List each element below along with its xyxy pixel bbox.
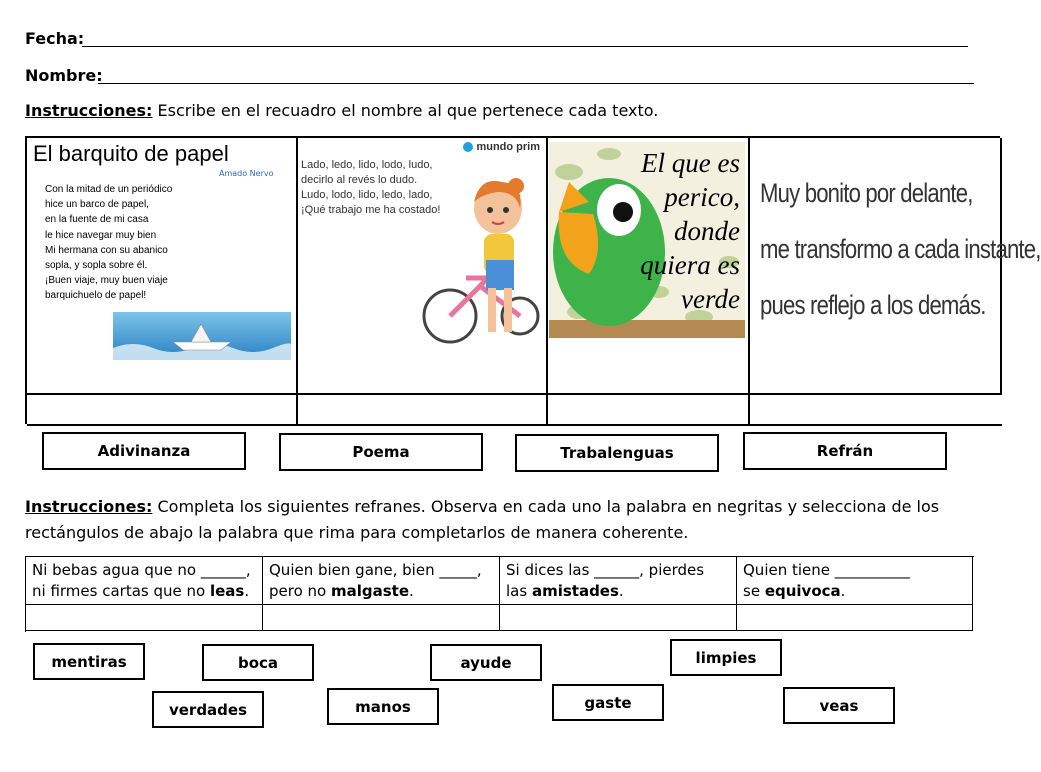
refran-cell-2: Quien bien gane, bien _____, pero no malgaste.	[263, 557, 500, 605]
girl-bicycle-image	[420, 168, 540, 353]
card1-poem: Con la mitad de un periódico hice un barco de papel, en la fuente de mi casa le hice navegar muy bien Mi hermana con su abanico sopla, y sopla sobre él. ¡Buen viaje, muy buen viaje barquichuelo de papel!	[45, 184, 173, 302]
refran-answer-2[interactable]	[263, 605, 500, 631]
refran-answer-4[interactable]	[737, 605, 973, 631]
word-mentiras[interactable]: mentiras	[33, 643, 145, 680]
card-tongue-twister	[298, 138, 548, 395]
type-box-adivinanza[interactable]: Adivinanza	[42, 432, 246, 470]
answer-cell-3[interactable]	[548, 395, 750, 426]
nombre-row	[25, 66, 103, 85]
refranes-table	[25, 556, 974, 632]
answer-cell-2[interactable]	[298, 395, 548, 426]
refran-cell-3: Si dices las ______, pierdes las amistades.	[500, 557, 737, 605]
word-gaste[interactable]: gaste	[552, 684, 664, 721]
nombre-label: Nombre:	[25, 66, 103, 85]
word-veas[interactable]: veas	[783, 687, 895, 724]
nombre-field[interactable]	[98, 83, 974, 84]
refran-cell-1: Ni bebas agua que no ______, ni firmes cartas que no leas.	[26, 557, 263, 605]
type-box-poema[interactable]: Poema	[279, 433, 483, 471]
card2-logo: mundo prim	[463, 141, 540, 153]
card-riddle	[750, 138, 1041, 395]
refran-cell-4: Quien tiene __________ se equivoca.	[737, 557, 973, 605]
instructions-2	[25, 494, 975, 546]
card3-text: El que es perico, donde quiera es verde	[640, 148, 740, 314]
answer-cell-1[interactable]	[27, 395, 298, 426]
instructions-1-label: Instrucciones:	[25, 101, 153, 120]
refran-answer-1[interactable]	[26, 605, 263, 631]
word-limpies[interactable]: limpies	[670, 639, 782, 676]
instructions-2-text-1: Completa los siguientes refranes. Observa en cada uno la palabra en negritas y selecciona de los	[152, 497, 940, 516]
fecha-field[interactable]	[82, 46, 968, 47]
instructions-1	[25, 98, 658, 124]
instructions-2-label: Instrucciones:	[25, 497, 153, 516]
answer-cell-4[interactable]	[750, 395, 1002, 426]
paper-boat-image	[113, 312, 291, 360]
fecha-label: Fecha:	[25, 29, 85, 48]
card-poem	[27, 138, 298, 395]
type-box-trabalenguas[interactable]: Trabalenguas	[515, 434, 719, 472]
logo-dot-icon	[463, 142, 473, 152]
card1-author: Amado Nervo	[219, 169, 274, 178]
card4-text: Muy bonito por delante, me transformo a cada instante, pues reflejo a los demás.	[760, 178, 1041, 320]
card1-title: El barquito de papel	[33, 141, 229, 166]
word-manos[interactable]: manos	[327, 688, 439, 725]
type-box-refran[interactable]: Refrán	[743, 432, 947, 470]
instructions-2-text-2: rectángulos de abajo la palabra que rima para completarlos de manera coherente.	[25, 523, 689, 542]
text-cards-table	[25, 136, 1041, 424]
refran-answer-3[interactable]	[500, 605, 737, 631]
instructions-1-text: Escribe en el recuadro el nombre al que pertenece cada texto.	[152, 101, 659, 120]
word-verdades[interactable]: verdades	[152, 691, 264, 728]
card-saying	[548, 138, 750, 395]
word-ayude[interactable]: ayude	[430, 644, 542, 681]
word-boca[interactable]: boca	[202, 644, 314, 681]
card2-text: Lado, ledo, lido, lodo, ludo, decirlo al revés lo dudo. Ludo, lodo, lido, ledo, lado, ¡Qué trabajo me ha costado!	[301, 159, 441, 216]
fecha-row	[25, 29, 84, 48]
